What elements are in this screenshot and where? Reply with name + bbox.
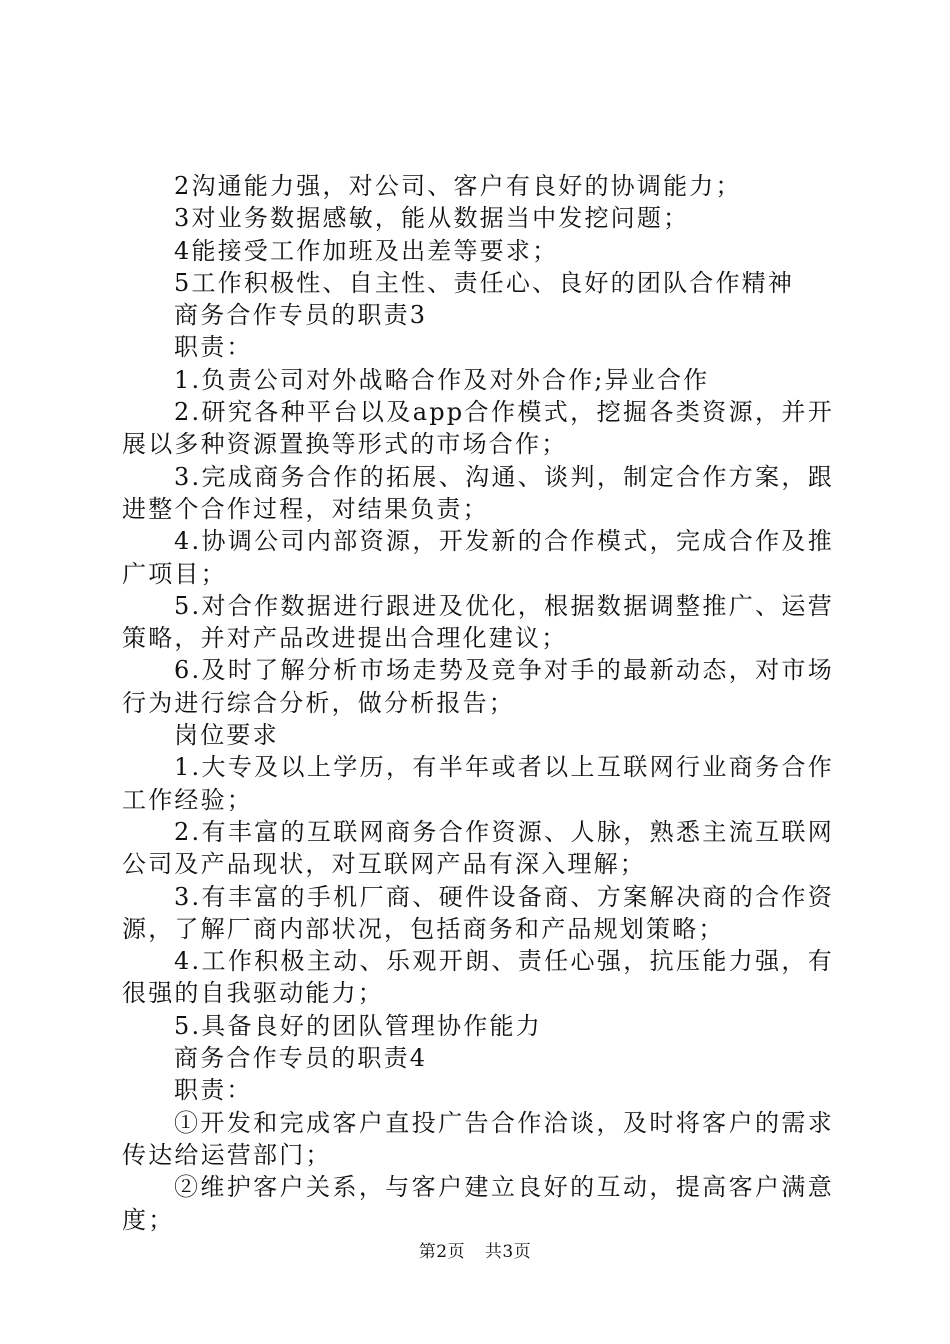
body-paragraph: 1.大专及以上学历，有半年或者以上互联网行业商务合作工作经验；	[122, 753, 834, 814]
section-heading: 商务合作专员的职责3	[174, 301, 428, 330]
document-body	[122, 170, 834, 1236]
body-paragraph: 4能接受工作加班及出差等要求；	[174, 236, 559, 265]
body-paragraph: 2.研究各种平台以及app合作模式，挖掘各类资源，并开展以多种资源置换等形式的市场合作；	[122, 398, 834, 459]
body-paragraph: 2.有丰富的互联网商务合作资源、人脉，熟悉主流互联网公司及产品现状，对互联网产品有深入理解；	[122, 817, 834, 879]
body-paragraph: 2沟通能力强，对公司、客户有良好的协调能力；	[174, 172, 742, 200]
body-paragraph: 1.负责公司对外战略合作及对外合作;异业合作	[174, 365, 710, 394]
subsection-label: 岗位要求	[174, 721, 279, 750]
section-heading: 商务合作专员的职责4	[174, 1044, 428, 1073]
page-total: 共3页	[484, 1242, 532, 1262]
body-paragraph: 5工作积极性、自主性、责任心、良好的团队合作精神	[174, 268, 795, 297]
body-paragraph: ②维护客户关系，与客户建立良好的互动，提高客户满意度；	[122, 1173, 834, 1234]
subsection-label: 职责：	[174, 1076, 253, 1105]
body-paragraph: 3.有丰富的手机厂商、硬件设备商、方案解决商的合作资源，了解厂商内部状况，包括商务和产品规划策略；	[122, 882, 834, 943]
body-paragraph: 6.及时了解分析市场走势及竞争对手的最新动态，对市场行为进行综合分析，做分析报告；	[122, 656, 834, 717]
body-paragraph: 5.具备良好的团队管理协作能力	[174, 1011, 542, 1040]
body-paragraph: 3.完成商务合作的拓展、沟通、谈判，制定合作方案，跟进整个合作过程，对结果负责；	[122, 462, 834, 523]
body-paragraph: ①开发和完成客户直投广告合作洽谈，及时将客户的需求传达给运营部门；	[122, 1108, 834, 1169]
body-paragraph: 3对业务数据感敏，能从数据当中发挖问题；	[174, 204, 690, 233]
subsection-label: 职责：	[174, 333, 253, 362]
body-paragraph: 4.协调公司内部资源，开发新的合作模式，完成合作及推广项目；	[122, 527, 834, 588]
body-paragraph: 5.对合作数据进行跟进及优化，根据数据调整推广、运营策略，并对产品改进提出合理化建议；	[122, 591, 834, 653]
body-paragraph: 4.工作积极主动、乐观开朗、责任心强，抗压能力强，有很强的自我驱动能力；	[122, 947, 834, 1008]
page-number: 第2页	[418, 1242, 466, 1262]
page-footer	[0, 1241, 950, 1263]
